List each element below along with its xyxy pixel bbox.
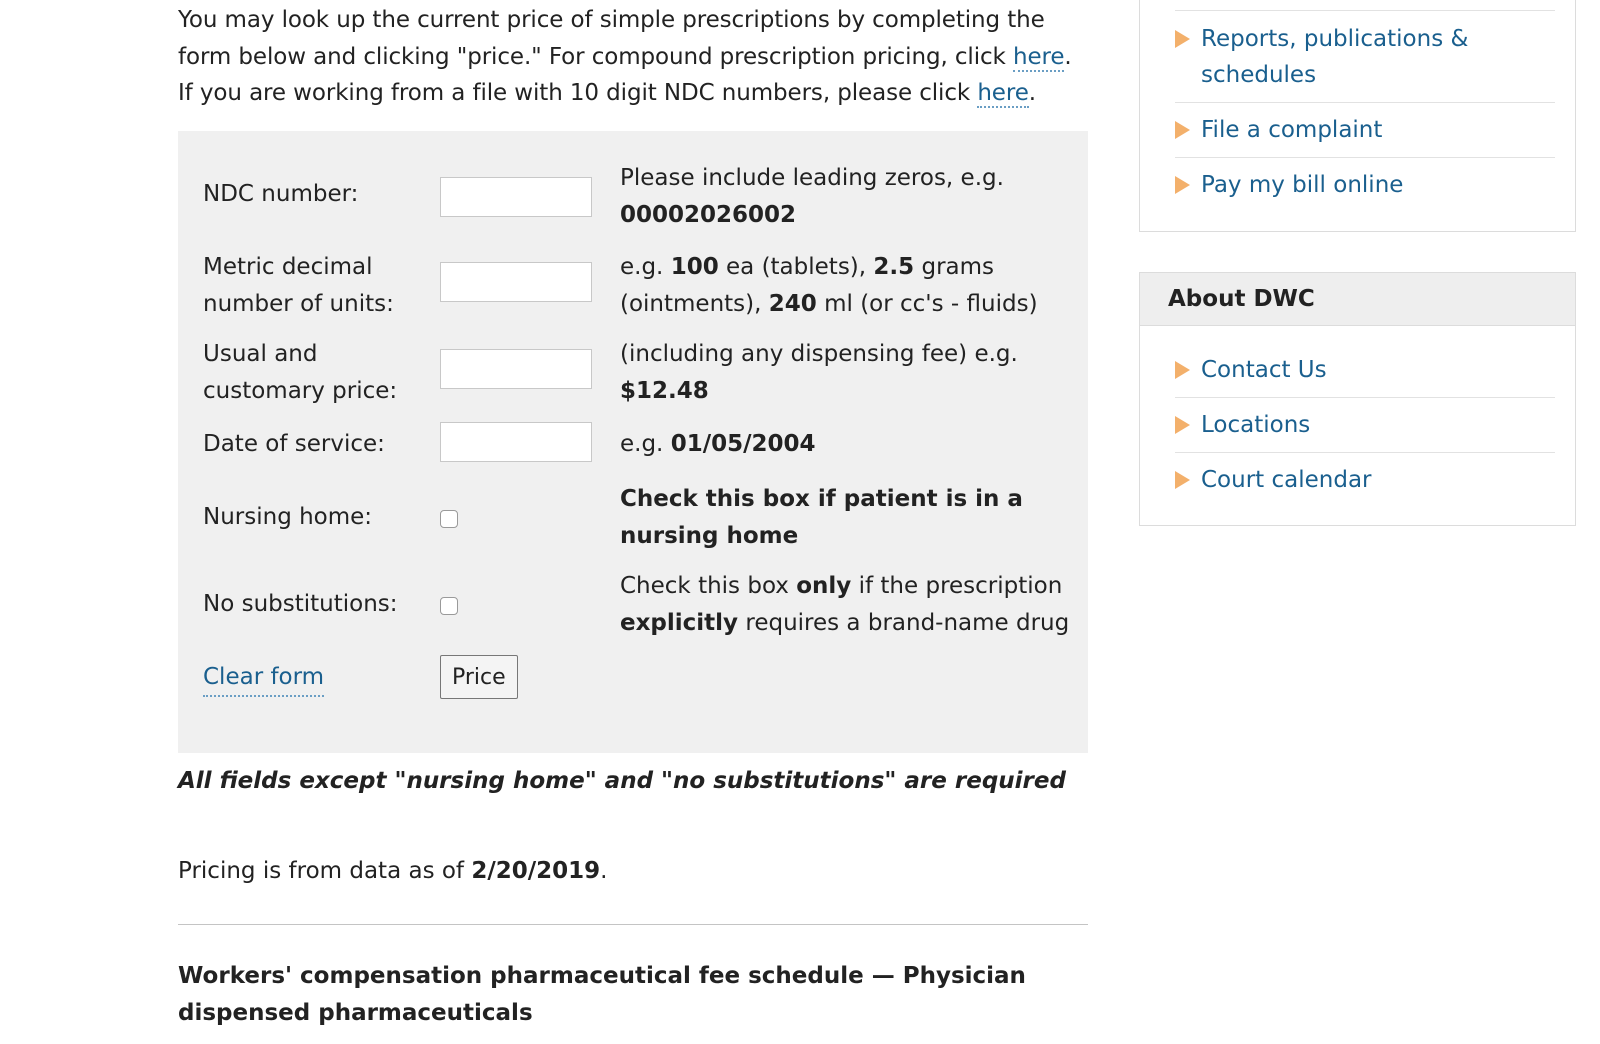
clear-form-link[interactable]: Clear form [203,659,324,697]
nosub-hint-t3: requires a brand-name drug [738,609,1070,636]
pricing-date-note [178,853,607,889]
units-hint [620,249,1080,322]
sidebar-link-label: File a complaint [1201,117,1383,143]
sidebar-link-label: Court calendar [1201,467,1372,493]
units-label: Metric decimal number of units: [203,254,394,317]
date-of-service-input[interactable] [440,422,592,462]
sidebar-link-label: Contact Us [1201,357,1327,383]
price-label: Usual and customary price: [203,341,398,404]
units-input[interactable] [440,262,592,302]
intro-text-1: You may look up the current price of simple prescriptions by completing the form below and clicking "price." For compound prescription pricing, click [178,7,1045,70]
units-hint-t2: ea (tablets), [718,254,874,280]
sidebar-link-complaint[interactable] [1175,103,1555,158]
ndc-hint [620,160,1080,233]
pricing-end: . [600,858,608,884]
price-hint-text: (including any dispensing fee) e.g. [620,341,1018,367]
triangle-bullet-icon [1175,416,1190,434]
nosub-hint-t1: Check this box [620,573,797,599]
price-input[interactable] [440,349,592,389]
intro-text-2: . If you are working from a file with 10 digit NDC numbers, please click [178,43,1072,106]
date-label: Date of service: [203,431,385,457]
nosub-hint-t2: if the prescription [851,573,1063,599]
sidebar-link-reports[interactable] [1175,12,1555,103]
ndc-hint-example: 00002026002 [620,201,797,228]
nosub-label: No substitutions: [203,591,398,617]
price-hint-example: $12.48 [620,377,709,404]
sidebar-link-label: Locations [1201,412,1311,438]
nursing-hint-text: Check this box if patient is in a nursing home [620,486,1023,549]
sidebar-links-box [1139,0,1576,232]
triangle-bullet-icon [1175,30,1190,48]
intro-paragraph [178,2,1088,112]
nosub-hint-b1: only [796,573,852,599]
nursing-home-checkbox[interactable] [440,510,458,528]
about-dwc-box [1139,272,1576,526]
triangle-bullet-icon [1175,361,1190,379]
date-hint-text: e.g. [620,431,671,457]
sidebar-link-label: Reports, publications & schedules [1201,26,1469,88]
date-hint [620,426,1080,463]
sidebar-link-pay-bill[interactable] [1175,158,1555,212]
pricing-text: Pricing is from data as of [178,858,472,884]
section-title: Workers' compensation pharmaceutical fee schedule — Physician dispensed pharmaceuticals [178,963,1026,1026]
units-hint-b3: 240 [768,290,817,317]
ndc-label: NDC number: [203,181,359,207]
sidebar-link-label: Pay my bill online [1201,172,1404,198]
intro-text-3: . [1028,80,1036,106]
triangle-bullet-icon [1175,121,1190,139]
sidebar-top-list [1175,12,1555,212]
no-substitutions-checkbox[interactable] [440,597,458,615]
units-hint-b2: 2.5 [873,254,915,280]
nosub-hint-b2: explicitly [620,609,739,636]
required-fields-note: All fields except "nursing home" and "no substitutions" are required [178,768,1066,794]
triangle-bullet-icon [1175,471,1190,489]
divider [178,924,1088,925]
pricing-date: 2/20/2019 [471,858,601,884]
units-hint-b1: 100 [670,254,719,280]
ndc-file-link[interactable]: here [977,80,1029,106]
main-content [178,0,1088,1026]
date-hint-example: 01/05/2004 [670,431,816,457]
about-dwc-title: About DWC [1140,273,1575,326]
sidebar-link-locations[interactable] [1175,398,1555,453]
sidebar-link-court-calendar[interactable] [1175,453,1555,507]
units-hint-t4: ml (or cc's - fluids) [816,290,1038,317]
nursing-label: Nursing home: [203,504,373,530]
ndc-input[interactable] [440,177,592,217]
units-hint-t1: e.g. [620,254,671,280]
price-hint [620,336,1080,409]
compound-pricing-link[interactable]: here [1012,43,1065,70]
sidebar-top-divider [1175,10,1555,11]
triangle-bullet-icon [1175,176,1190,194]
sidebar-link-contact-us[interactable] [1175,343,1555,398]
ndc-hint-text: Please include leading zeros, e.g. [620,165,1004,191]
pricing-form [178,131,1088,753]
nosub-hint [620,568,1080,641]
nursing-hint [620,481,1080,554]
price-button[interactable]: Price [440,655,518,699]
units-hint-t3: grams (ointments), [620,254,995,317]
about-dwc-list [1175,343,1555,507]
